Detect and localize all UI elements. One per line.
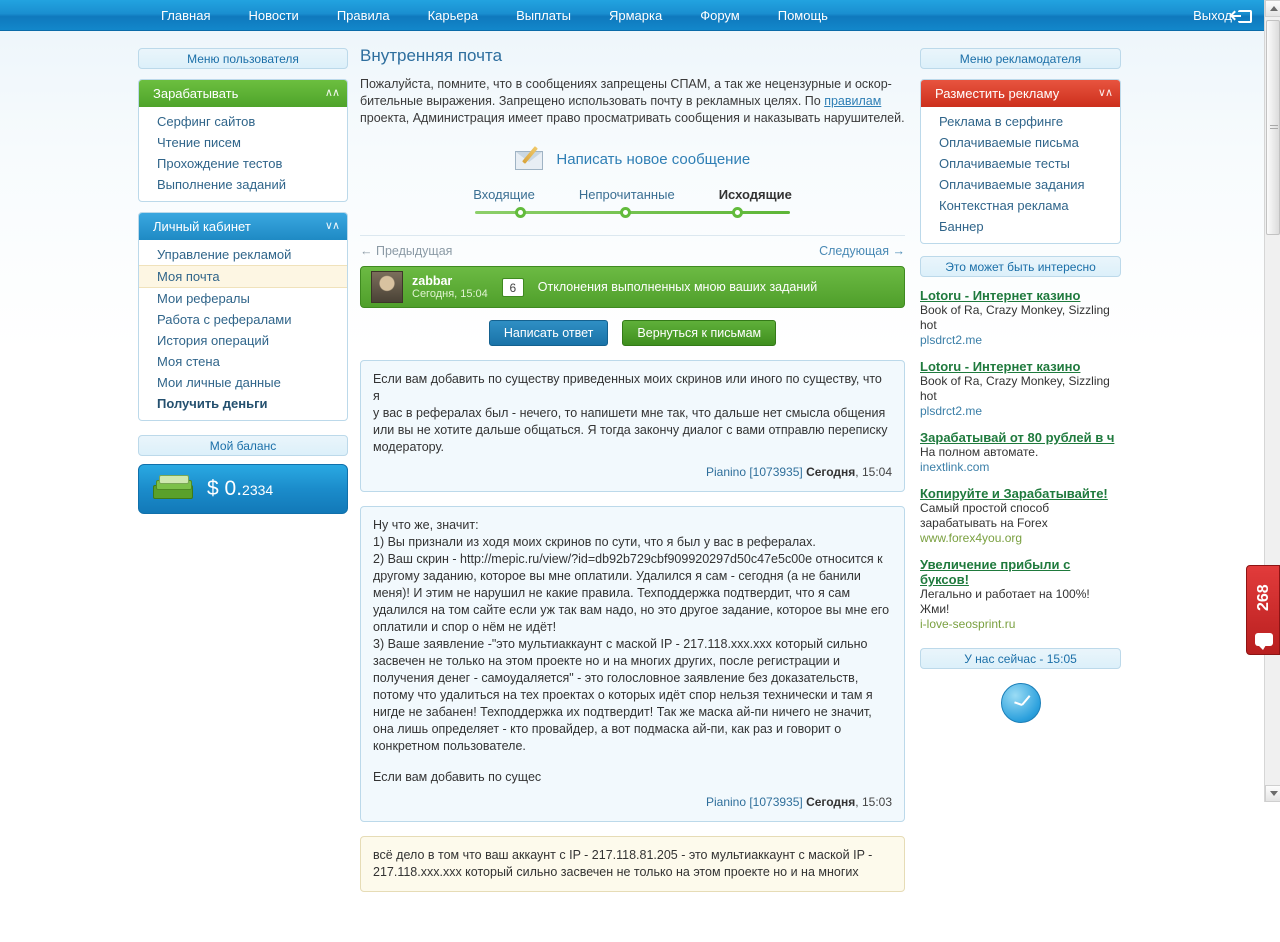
ad-url[interactable]: inextlink.com xyxy=(920,460,990,474)
ad-url[interactable]: i-love-seosprint.ru xyxy=(920,617,1016,631)
top-nav-items xyxy=(0,0,1264,31)
advertiser-menu-title: Меню рекламодателя xyxy=(920,48,1121,69)
message-bubble xyxy=(360,836,905,892)
scrollbar-thumb[interactable] xyxy=(1266,20,1280,235)
left-sidebar xyxy=(138,48,348,514)
tab-unread[interactable]: Непрочитанные xyxy=(578,187,675,202)
rules-link[interactable]: правилам xyxy=(824,94,882,108)
sidebar-item-referral-work[interactable] xyxy=(139,309,347,330)
balance-box xyxy=(138,464,348,514)
sidebar-item-letters[interactable] xyxy=(139,132,347,153)
intro-line-3: проекта, Администрация имеет право просматривать сообщения и наказывать нарушителей. xyxy=(360,111,905,125)
cabinet-link-mail[interactable]: Моя почта xyxy=(157,269,220,284)
message-author[interactable]: Pianino xyxy=(705,465,746,479)
avatar xyxy=(371,271,403,303)
message-line: нигде не забанен! Техподдержка их подтвердит! Так же маска ай-пи ничего не значит, xyxy=(373,705,872,719)
adv-item-tasks[interactable] xyxy=(921,174,1120,195)
cabinet-link-wall[interactable]: Моя стена xyxy=(157,354,220,369)
earn-block-title[interactable] xyxy=(139,80,347,107)
adv-link-letters[interactable]: Оплачиваемые письма xyxy=(939,135,1079,150)
message-line: потому что удалиться на тех проектах о которых идёт спор нельзя технически и там я xyxy=(373,688,873,702)
cabinet-link-referral-work[interactable]: Работа с рефералами xyxy=(157,312,292,327)
logout-icon xyxy=(1238,10,1252,23)
place-ad-block xyxy=(920,79,1121,244)
nav-item-fair[interactable]: Ярмарка xyxy=(609,8,663,23)
message-line: 2) Ваш скрин - http://mepic.ru/view/?id=db92b729cbf909920297d50c47e5c00e относится к xyxy=(373,552,883,566)
thread-subject: Отклонения выполненных мною ваших заданий xyxy=(537,280,818,294)
message-line: модератору. xyxy=(373,440,444,454)
earn-list xyxy=(139,107,347,201)
message-line: 1) Вы признали из ходя моих скринов по сути, что я был у вас в рефералах. xyxy=(373,535,816,549)
message-line: другому заданию, которое вы мне оплатили. Удалился я сам - сегодня (а не банили xyxy=(373,569,861,583)
right-sidebar xyxy=(920,48,1121,723)
message-signature xyxy=(373,464,892,481)
cabinet-link-money[interactable]: Получить деньги xyxy=(157,396,268,411)
logout-label: Выход xyxy=(1193,8,1232,23)
scroll-up-arrow-icon[interactable] xyxy=(1265,0,1280,17)
message-line: 3) Ваше заявление -"это мультиаккаунт с маской IP - 217.118.xxx.xxx который сильно xyxy=(373,637,868,651)
balance-integer: 0. xyxy=(224,477,243,500)
place-ad-label: Разместить рекламу xyxy=(935,86,1060,101)
prev-page-link: ← Предыдущая xyxy=(360,244,453,258)
nav-item-news[interactable]: Новости xyxy=(248,8,299,23)
message-line: она лишь определяет - кто провайдер, а вот подмаска ай-пи, как раз и говорит о xyxy=(373,722,842,736)
adv-item-letters[interactable] xyxy=(921,132,1120,153)
message-signature xyxy=(373,794,892,811)
balance-title: Мой баланс xyxy=(138,435,348,456)
thread-message-count: 6 xyxy=(502,278,524,297)
sidebar-item-my-mail[interactable] xyxy=(139,265,347,288)
user-menu-title: Меню пользователя xyxy=(138,48,348,69)
tab-dot-outbox[interactable] xyxy=(732,207,743,218)
cabinet-block xyxy=(138,212,348,421)
clock-icon xyxy=(1001,683,1041,723)
adv-item-tests[interactable] xyxy=(921,153,1120,174)
message-line: Ну что же, значит: xyxy=(373,518,479,532)
balance-currency: $ xyxy=(207,477,219,500)
balance-amount xyxy=(207,477,273,501)
sidebar-item-my-wall[interactable] xyxy=(139,351,347,372)
cabinet-block-label: Личный кабинет xyxy=(153,219,251,234)
ad-title[interactable]: Lotoru - Интернет казино xyxy=(920,288,1081,303)
message-day: Сегодня xyxy=(806,465,856,479)
adv-link-banner[interactable]: Баннер xyxy=(939,219,984,234)
cabinet-list xyxy=(139,240,347,420)
adv-item-context[interactable] xyxy=(921,195,1120,216)
thread-actions xyxy=(360,320,905,346)
cabinet-block-title[interactable] xyxy=(139,213,347,240)
nav-item-help[interactable]: Помощь xyxy=(777,8,828,23)
message-day: Сегодня xyxy=(806,795,856,809)
feedback-widget[interactable] xyxy=(1246,565,1280,655)
message-line: Если вам добавить по существу приведенных моих скринов или иного по существу, что я xyxy=(373,372,882,403)
ad-block[interactable] xyxy=(920,430,1121,475)
message-line: или вы не хотите дальше общаться. Я тогда закончу диалог с вами отправлю переписку xyxy=(373,423,888,437)
balance-fraction: 2334 xyxy=(242,482,274,498)
pagination-row xyxy=(360,235,905,258)
next-page-link[interactable]: Следующая → xyxy=(819,244,905,258)
ad-block[interactable] xyxy=(920,557,1121,632)
mail-tabs xyxy=(360,187,905,221)
ad-title[interactable]: Зарабатывай от 80 рублей в ч xyxy=(920,430,1115,445)
cabinet-link-referrals[interactable]: Мои рефералы xyxy=(157,291,250,306)
intro-line-1: Пожалуйста, помните, что в сообщениях запрещены СПАМ, а так же нецензурные и оскор- xyxy=(360,77,892,91)
ad-description: На полном автомате. xyxy=(920,445,1039,459)
sidebar-item-surfing[interactable] xyxy=(139,111,347,132)
logout-button[interactable] xyxy=(1193,0,1252,31)
message-author-id: [1073935] xyxy=(749,795,803,809)
feedback-count: 268 xyxy=(1255,584,1272,612)
interesting-title: Это может быть интересно xyxy=(920,256,1121,277)
money-icon xyxy=(153,475,195,503)
tab-dot-inbox[interactable] xyxy=(515,207,526,218)
page-title: Внутренняя почта xyxy=(360,46,503,65)
back-to-mail-button[interactable]: Вернуться к письмам xyxy=(622,320,776,346)
intro-line-2: бительные выражения. Запрещено использовать почту в рекламных целях. По xyxy=(360,94,825,108)
tab-outbox[interactable]: Исходящие xyxy=(718,187,792,202)
message-line: меня)! И этим не нарушил не какие правила. Техподдержка подтвердит, что я сам xyxy=(373,586,851,600)
message-line: Если вам добавить по сущес xyxy=(373,770,542,784)
ad-description: Самый простой способ зарабатывать на Forex xyxy=(920,501,1050,530)
new-message-row xyxy=(360,147,905,171)
ad-block[interactable] xyxy=(920,486,1121,546)
sidebar-item-my-referrals[interactable] xyxy=(139,288,347,309)
page-scrollbar[interactable] xyxy=(1264,0,1280,802)
new-message-link[interactable]: Написать новое сообщение xyxy=(556,151,751,168)
message-bubble xyxy=(360,360,905,492)
chevron-collapse-icon[interactable]: ∨∧ xyxy=(324,220,339,232)
thread-header[interactable] xyxy=(360,266,905,308)
thread-author: zabbar xyxy=(412,274,453,288)
mail-tab-labels xyxy=(360,187,905,202)
nav-item-career[interactable]: Карьера xyxy=(427,8,479,23)
sidebar-item-ad-management[interactable] xyxy=(139,244,347,265)
sidebar-item-tasks[interactable] xyxy=(139,174,347,195)
message-line: всё дело в том что ваш аккаунт с IP - 217.118.81.205 - это мультиаккаунт с маской IP - xyxy=(373,848,873,862)
earn-block-label: Зарабатывать xyxy=(153,86,239,101)
ad-url[interactable]: www.forex4you.org xyxy=(920,531,1023,545)
ad-url[interactable]: plsdrct2.me xyxy=(920,333,983,347)
top-navigation xyxy=(0,0,1264,31)
chevron-collapse-icon[interactable]: ∨∧ xyxy=(1097,87,1112,99)
message-time: , 15:04 xyxy=(855,465,892,479)
cabinet-link-personal[interactable]: Мои личные данные xyxy=(157,375,281,390)
place-ad-title[interactable] xyxy=(921,80,1120,107)
message-line: оплатили и спор о нём не идёт! xyxy=(373,620,557,634)
ad-title[interactable]: Увеличение прибыли с буксов! xyxy=(920,557,1071,587)
sidebar-item-tests[interactable] xyxy=(139,153,347,174)
adv-link-context[interactable]: Контекстная реклама xyxy=(939,198,1069,213)
message-line: удалился на том сайте если уж так вам надо, но это другое задание, которое вы мне его xyxy=(373,603,890,617)
ad-description: Book of Ra, Crazy Monkey, Sizzling hot xyxy=(920,374,1110,403)
nav-item-payouts[interactable]: Выплаты xyxy=(516,8,571,23)
ad-title[interactable]: Копируйте и Зарабатывайте! xyxy=(920,486,1108,501)
message-time: , 15:03 xyxy=(855,795,892,809)
thread-timestamp: Сегодня, 15:04 xyxy=(412,288,488,300)
advertiser-list xyxy=(921,107,1120,243)
message-line: у вас в рефералах был - нечего, то напишети мне так, что дальше нет смысла общения xyxy=(373,406,886,420)
message-line: получения денег - самоудаляется" - это голословное заявление без доказательств, xyxy=(373,671,859,685)
message-line: конкретном пользователе. xyxy=(373,739,526,753)
chat-bubble-icon xyxy=(1255,633,1273,646)
ad-title[interactable]: Lotoru - Интернет казино xyxy=(920,359,1081,374)
thread-author-block xyxy=(412,274,488,300)
nav-item-main[interactable]: Главная xyxy=(161,8,211,23)
earn-link-tests[interactable]: Прохождение тестов xyxy=(157,156,283,171)
cabinet-link-history[interactable]: История операций xyxy=(157,333,269,348)
reply-button[interactable]: Написать ответ xyxy=(489,320,609,346)
message-author-id: [1073935] xyxy=(749,465,803,479)
adv-link-surf[interactable]: Реклама в серфинге xyxy=(939,114,1064,129)
current-time-title: У нас сейчас - 15:05 xyxy=(920,648,1121,669)
earn-link-surfing[interactable]: Серфинг сайтов xyxy=(157,114,256,129)
ad-url[interactable]: plsdrct2.me xyxy=(920,404,983,418)
sidebar-item-personal-data[interactable] xyxy=(139,372,347,393)
cabinet-link-ads[interactable]: Управление рекламой xyxy=(157,247,292,262)
message-bubble xyxy=(360,506,905,822)
earn-link-tasks[interactable]: Выполнение заданий xyxy=(157,177,286,192)
tab-inbox[interactable]: Входящие xyxy=(473,187,535,202)
main-content xyxy=(360,46,905,892)
message-author[interactable]: Pianino xyxy=(705,795,746,809)
ad-block[interactable] xyxy=(920,359,1121,419)
message-line: 217.118.xxx.xxx который сильно засвечен не только на этом проекте но и на многих xyxy=(373,865,859,879)
message-line: засвечен не только на этом проекте но и на многих других, после регистрации и xyxy=(373,654,841,668)
earn-link-letters[interactable]: Чтение писем xyxy=(157,135,241,150)
nav-item-forum[interactable]: Форум xyxy=(700,8,740,23)
adv-link-tests[interactable]: Оплачиваемые тесты xyxy=(939,156,1070,171)
chevron-collapse-icon[interactable]: ∧∧ xyxy=(324,87,339,99)
nav-item-rules[interactable]: Правила xyxy=(336,8,390,23)
compose-mail-icon xyxy=(515,147,545,171)
adv-item-surf[interactable] xyxy=(921,111,1120,132)
earn-block xyxy=(138,79,348,202)
adv-link-tasks[interactable]: Оплачиваемые задания xyxy=(939,177,1085,192)
ad-description: Book of Ra, Crazy Monkey, Sizzling hot xyxy=(920,303,1110,332)
mail-intro-text xyxy=(360,76,905,127)
scroll-down-arrow-icon[interactable] xyxy=(1265,785,1280,802)
ad-block[interactable] xyxy=(920,288,1121,348)
ad-description: Легально и работает на 100%! Жми! xyxy=(920,587,1090,616)
tab-dot-unread[interactable] xyxy=(620,207,631,218)
adv-item-banner[interactable] xyxy=(921,216,1120,237)
sidebar-item-get-money[interactable] xyxy=(139,393,347,414)
sidebar-item-operations-history[interactable] xyxy=(139,330,347,351)
